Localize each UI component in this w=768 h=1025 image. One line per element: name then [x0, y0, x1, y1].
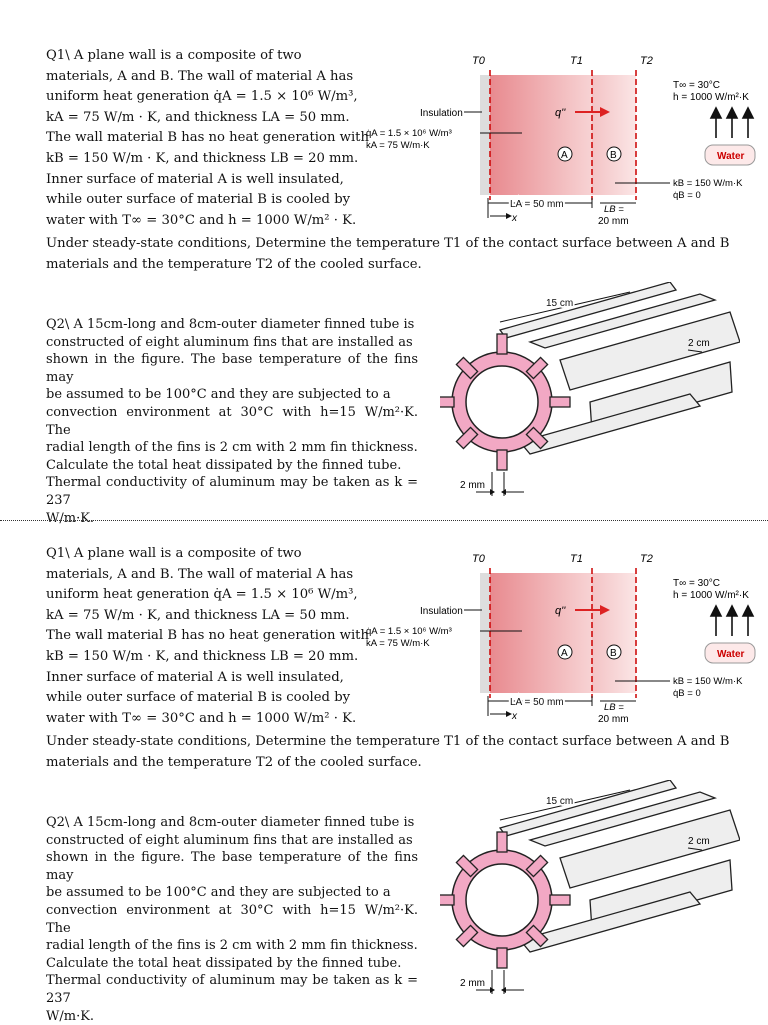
wall-a — [490, 573, 592, 693]
q1-line: materials, A and B. The wall of material A has — [46, 68, 354, 84]
flow-arrows — [711, 606, 753, 636]
insulation-layer — [480, 573, 490, 693]
ka-label: kA = 75 W/m·K — [366, 140, 430, 151]
t1-label: T1 — [570, 55, 583, 67]
q2-line: shown in the figure. The base temperature of the fins may — [46, 850, 418, 883]
q2-line: Calculate the total heat dissipated by the finned tube. — [46, 457, 402, 473]
q1-question — [46, 234, 746, 275]
q2-line: be assumed to be 100°C and they are subjected to a — [46, 885, 391, 901]
q1-question-line: materials and the temperature T2 of the cooled surface. — [46, 256, 422, 272]
t0-label: T0 — [472, 55, 485, 67]
insulation-layer — [480, 75, 490, 195]
q2-line: Thermal conductivity of aluminum may be taken as k = 237 — [46, 475, 418, 508]
problem-block-2 — [0, 498, 768, 1024]
q2-line: constructed of eight aluminum fins that are installed as — [46, 334, 413, 350]
finned-tube-figure — [440, 282, 740, 500]
q-flux-label: q'' — [555, 107, 566, 119]
insulation-label: Insulation — [420, 606, 463, 617]
q2-line: Calculate the total heat dissipated by the finned tube. — [46, 955, 402, 971]
q1-line: The wall material B has no heat generation with — [46, 628, 369, 644]
q2-line: constructed of eight aluminum fins that are installed as — [46, 832, 413, 848]
q2-line: convection environment at 30°C with h=15 W/m²·K. The — [46, 902, 418, 936]
thickness-label: 2 mm — [460, 978, 485, 989]
radial-label: 2 cm — [688, 338, 710, 349]
q1-line: The wall material B has no heat generation with — [46, 130, 369, 146]
h-label: h = 1000 W/m²·K — [673, 590, 749, 601]
finned-tube-figure — [440, 780, 740, 998]
t1-label: T1 — [570, 553, 583, 565]
q1-question-line: Under steady-state conditions, Determine the temperature T1 of the contact surface between A and B — [46, 734, 730, 749]
q2-line: W/m·K. — [46, 1008, 95, 1024]
lb-label: LB = — [604, 702, 624, 713]
q1-line: Inner surface of material A is well insulated, — [46, 669, 344, 685]
q1-line: kB = 150 W/m · K, and thickness LB = 20 mm. — [46, 648, 359, 664]
lb-label: LB = — [604, 204, 624, 215]
la-label: LA = 50 mm — [510, 199, 564, 210]
composite-wall-figure — [360, 50, 768, 240]
q1-question-line: Under steady-state conditions, Determine the temperature T1 of the contact surface between A and B — [46, 236, 730, 251]
q2-text — [46, 316, 418, 527]
q1-line: while outer surface of material B is cooled by — [46, 690, 351, 706]
length-label: 15 cm — [546, 796, 574, 807]
q2-line: Q2\ A 15cm-long and 8cm-outer diameter finned tube is — [46, 317, 415, 332]
t2-label: T2 — [640, 553, 653, 565]
kb-label: kB = 150 W/m·K — [673, 676, 743, 687]
label-b: B — [610, 648, 617, 659]
label-a: A — [561, 150, 568, 161]
q1-line: uniform heat generation q̇A = 1.5 × 10⁶ W/m³, — [46, 587, 358, 603]
q2-line: shown in the figure. The base temperature of the fins may — [46, 352, 418, 385]
ka-label: kA = 75 W/m·K — [366, 638, 430, 649]
water-label: Water — [717, 649, 745, 660]
length-label: 15 cm — [546, 298, 574, 309]
lb-value: 20 mm — [598, 714, 629, 725]
h-label: h = 1000 W/m²·K — [673, 92, 749, 103]
insulation-label: Insulation — [420, 108, 463, 119]
q1-line: uniform heat generation q̇A = 1.5 × 10⁶ W/m³, — [46, 89, 358, 105]
la-label: LA = 50 mm — [510, 697, 564, 708]
qb-label: q̇B = 0 — [673, 190, 701, 201]
q2-line: Q2\ A 15cm-long and 8cm-outer diameter finned tube is — [46, 815, 415, 830]
q2-line: radial length of the fins is 2 cm with 2 mm fin thickness. — [46, 938, 418, 954]
q2-text — [46, 814, 418, 1025]
kb-label: kB = 150 W/m·K — [673, 178, 743, 189]
q1-line: while outer surface of material B is cooled by — [46, 192, 351, 208]
q1-question — [46, 732, 746, 773]
lb-value: 20 mm — [598, 216, 629, 227]
qb-label: q̇B = 0 — [673, 688, 701, 699]
wall-b — [592, 573, 636, 693]
q1-line: Q1\ A plane wall is a composite of two — [46, 546, 302, 561]
label-a: A — [561, 648, 568, 659]
qa-label: q̇A = 1.5 × 10⁶ W/m³ — [366, 128, 452, 139]
tinf-label: T∞ = 30°C — [673, 578, 720, 589]
composite-wall-figure — [360, 548, 768, 738]
t0-label: T0 — [472, 553, 485, 565]
q1-line: materials, A and B. The wall of material A has — [46, 566, 354, 582]
q1-line: Q1\ A plane wall is a composite of two — [46, 48, 302, 63]
wall-a — [490, 75, 592, 195]
tinf-label: T∞ = 30°C — [673, 80, 720, 91]
q2-line: be assumed to be 100°C and they are subjected to a — [46, 387, 391, 403]
q2-line: convection environment at 30°C with h=15 W/m²·K. The — [46, 404, 418, 438]
q1-text — [46, 46, 369, 231]
q1-line: Inner surface of material A is well insulated, — [46, 171, 344, 187]
q-flux-label: q'' — [555, 605, 566, 617]
q2-line: W/m·K. — [46, 510, 95, 526]
x-axis-label: x — [512, 711, 517, 722]
flow-arrows — [711, 108, 753, 138]
label-b: B — [610, 150, 617, 161]
radial-label: 2 cm — [688, 836, 710, 847]
qa-label: q̇A = 1.5 × 10⁶ W/m³ — [366, 626, 452, 637]
water-label: Water — [717, 151, 745, 162]
wall-b — [592, 75, 636, 195]
q1-text — [46, 544, 369, 729]
q2-line: Thermal conductivity of aluminum may be taken as k = 237 — [46, 973, 418, 1006]
thickness-label: 2 mm — [460, 480, 485, 491]
t2-label: T2 — [640, 55, 653, 67]
q1-line: water with T∞ = 30°C and h = 1000 W/m² · K. — [46, 212, 357, 228]
q1-line: water with T∞ = 30°C and h = 1000 W/m² · K. — [46, 710, 357, 726]
q1-line: kB = 150 W/m · K, and thickness LB = 20 mm. — [46, 150, 359, 166]
q1-line: kA = 75 W/m · K, and thickness LA = 50 mm. — [46, 109, 350, 125]
q2-line: radial length of the fins is 2 cm with 2 mm fin thickness. — [46, 440, 418, 456]
q1-question-line: materials and the temperature T2 of the cooled surface. — [46, 754, 422, 770]
x-axis-label: x — [512, 213, 517, 224]
q1-line: kA = 75 W/m · K, and thickness LA = 50 mm. — [46, 607, 350, 623]
